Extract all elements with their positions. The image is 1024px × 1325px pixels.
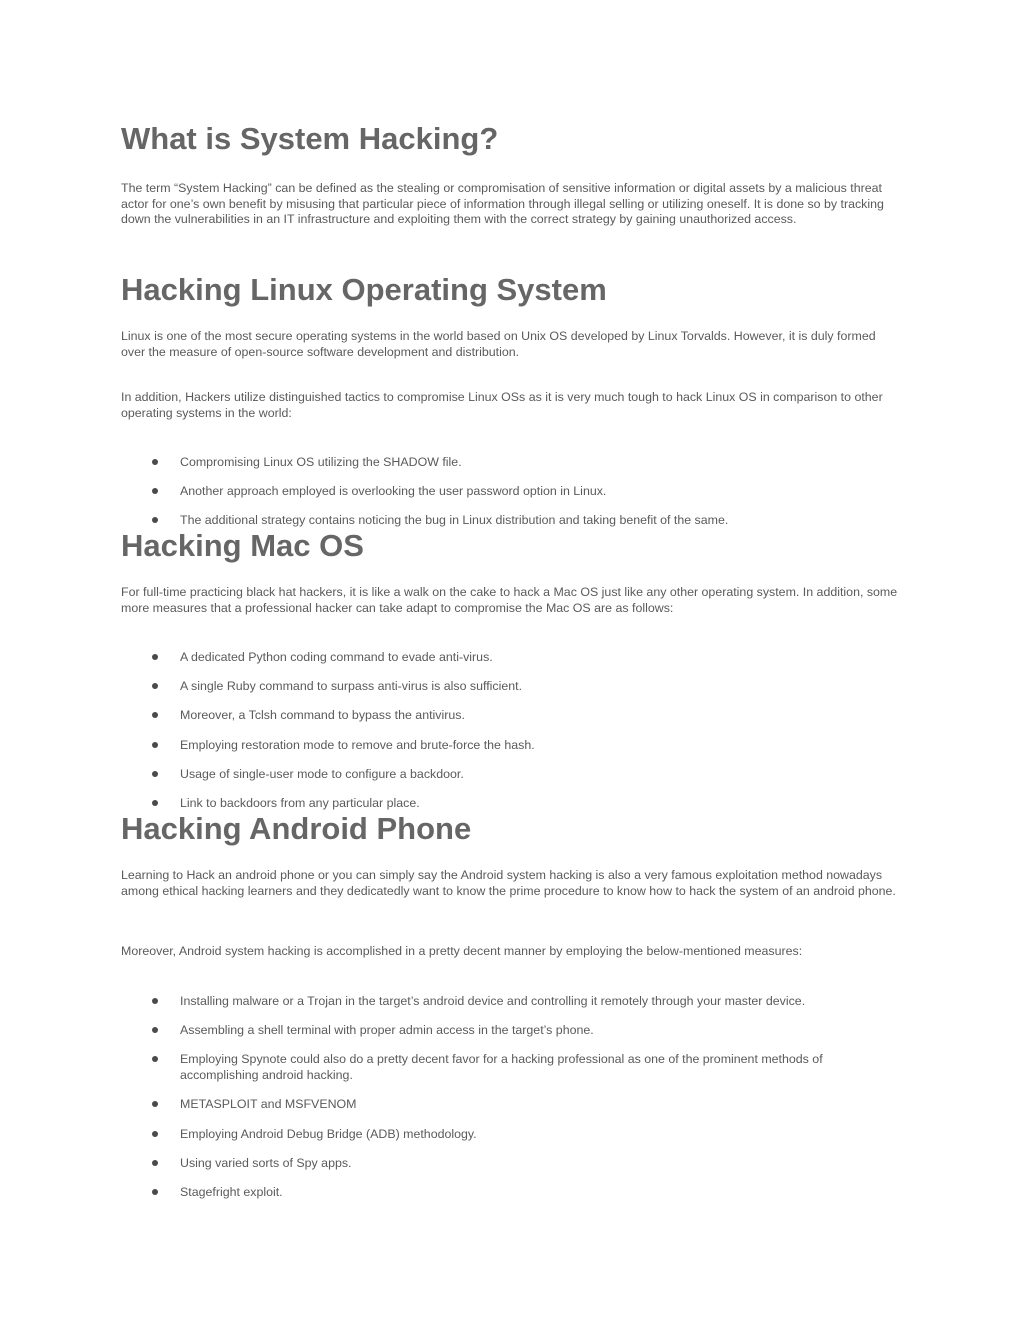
paragraph-android-measures: Moreover, Android system hacking is accomplished in a pretty decent manner by employing the below-mentioned measures:	[121, 944, 803, 958]
list-item: Employing Spynote could also do a pretty decent favor for a hacking professional as one of the prominent methods of accomplishing android hacking.	[121, 1052, 901, 1083]
list-item: Moreover, a Tclsh command to bypass the antivirus.	[121, 708, 901, 724]
list-item: Stagefright exploit.	[121, 1185, 901, 1201]
bullet-icon	[152, 1027, 158, 1033]
bullet-icon	[152, 800, 158, 806]
linux-bullet-list	[121, 455, 901, 529]
list-item: Another approach employed is overlooking the user password option in Linux.	[121, 484, 901, 500]
list-item: The additional strategy contains noticing the bug in Linux distribution and taking benefit of the same.	[121, 513, 901, 529]
paragraph-linux-tactics: In addition, Hackers utilize distinguished tactics to compromise Linux OSs as it is very much tough to hack Linux OS in comparison to other operating systems in the world:	[121, 390, 883, 420]
list-item: Employing restoration mode to remove and brute-force the hash.	[121, 738, 901, 754]
heading-what-is-system-hacking: What is System Hacking?	[121, 121, 499, 156]
list-item: Assembling a shell terminal with proper admin access in the target’s phone.	[121, 1023, 901, 1039]
android-bullet-list	[121, 994, 901, 1201]
bullet-icon	[152, 683, 158, 689]
list-item: Compromising Linux OS utilizing the SHADOW file.	[121, 455, 901, 471]
list-item: Usage of single-user mode to configure a backdoor.	[121, 767, 901, 783]
bullet-icon	[152, 998, 158, 1004]
bullet-icon	[152, 1101, 158, 1107]
paragraph-mac-intro: For full-time practicing black hat hackers, it is like a walk on the cake to hack a Mac OS just like any other operating system. In addition, some more measures that a professional hacker can take adapt to compromise the Mac OS are as follows:	[121, 585, 898, 615]
paragraph-android-intro: Learning to Hack an android phone or you can simply say the Android system hacking is also a very famous exploitation method nowadays among ethical hacking learners and they dedicatedly want to know the prime procedure to know how to hack the system of an android phone.	[121, 868, 896, 898]
bullet-icon	[152, 654, 158, 660]
list-item: Installing malware or a Trojan in the target’s android device and controlling it remotely through your master device.	[121, 994, 901, 1010]
bullet-icon	[152, 771, 158, 777]
heading-hacking-linux: Hacking Linux Operating System	[121, 272, 607, 307]
bullet-icon	[152, 712, 158, 718]
paragraph-system-hacking-definition: The term “System Hacking” can be defined as the stealing or compromisation of sensitive information or digital assets by a malicious threat actor for one’s own benefit by misusing that particular piece of information through illegal selling or utilizing oneself. It is done so by tracking down the vulnerabilities in an IT infrastructure and exploiting them with the correct strategy by gaining unauthorized access.	[121, 181, 884, 227]
bullet-icon	[152, 488, 158, 494]
bullet-icon	[152, 1160, 158, 1166]
list-item: Using varied sorts of Spy apps.	[121, 1156, 901, 1172]
list-item: METASPLOIT and MSFVENOM	[121, 1097, 901, 1113]
paragraph-linux-intro: Linux is one of the most secure operating systems in the world based on Unix OS developed by Linux Torvalds. However, it is duly formed over the measure of open-source software development and distribution.	[121, 329, 876, 359]
bullet-icon	[152, 742, 158, 748]
bullet-icon	[152, 459, 158, 465]
list-item: A dedicated Python coding command to evade anti-virus.	[121, 650, 901, 666]
heading-hacking-mac-os: Hacking Mac OS	[121, 528, 364, 563]
bullet-icon	[152, 1056, 158, 1062]
list-item: Employing Android Debug Bridge (ADB) methodology.	[121, 1127, 901, 1143]
heading-hacking-android: Hacking Android Phone	[121, 811, 472, 846]
list-item: A single Ruby command to surpass anti-virus is also sufficient.	[121, 679, 901, 695]
list-item: Link to backdoors from any particular place.	[121, 796, 901, 812]
mac-bullet-list	[121, 650, 901, 812]
bullet-icon	[152, 1189, 158, 1195]
bullet-icon	[152, 517, 158, 523]
bullet-icon	[152, 1131, 158, 1137]
